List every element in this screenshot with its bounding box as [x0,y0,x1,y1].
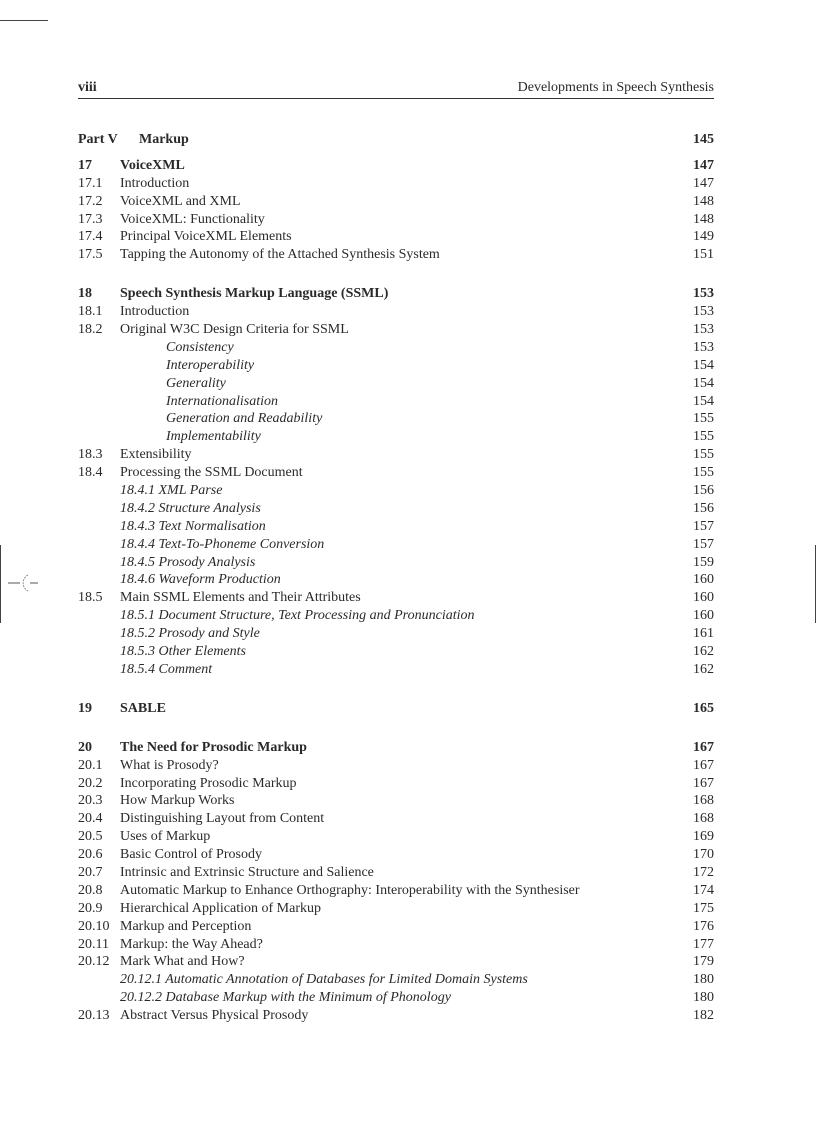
toc-entry-section[interactable] [78,464,714,482]
toc-entry-section[interactable] [78,211,714,229]
toc-entry-title: SABLE [120,700,166,716]
toc-entry-section[interactable] [78,792,714,810]
toc-entry-section[interactable] [78,936,714,954]
toc-entry-page: 156 [693,500,714,516]
toc-entry-item[interactable] [78,357,714,375]
toc-entry-number: 20.10 [78,918,110,934]
toc-entry-number: 18.2 [78,322,103,338]
toc-entry-number: 17.1 [78,175,103,191]
toc-entry-number: 20.12 [78,954,110,970]
toc-entry-page: 145 [693,132,714,147]
toc-entry-page: 167 [693,775,714,791]
toc-entry-page: 182 [693,1008,714,1024]
toc-entry-page: 153 [693,304,714,320]
toc-entry-section[interactable] [78,810,714,828]
toc-entry-item[interactable] [78,428,714,446]
toc-entry-title: 20.12.1 Automatic Annotation of Databases for Limited Domain Systems [120,972,528,988]
toc-entry-title: Markup and Perception [120,918,252,934]
toc-entry-page: 162 [693,661,714,677]
toc-entry-chapter[interactable] [78,739,714,757]
toc-entry-section[interactable] [78,175,714,193]
toc-entry-page: 157 [693,518,714,534]
toc-entry-sub[interactable] [78,661,714,679]
toc-entry-title: VoiceXML: Functionality [120,211,265,227]
toc-entry-page: 165 [693,700,714,716]
toc-entry-title: Generation and Readability [166,411,323,427]
toc-entry-number: 20.11 [78,936,109,952]
toc-entry-section[interactable] [78,882,714,900]
toc-entry-item[interactable] [78,410,714,428]
toc-entry-page: 155 [693,429,714,445]
toc-entry-section[interactable] [78,303,714,321]
toc-entry-title: Intrinsic and Extrinsic Structure and Salience [120,864,374,880]
running-head [78,78,714,99]
toc-entry-page: 156 [693,483,714,499]
toc-entry-sub[interactable] [78,482,714,500]
toc-entry-title: Interoperability [166,357,255,373]
toc-entry-sub[interactable] [78,554,714,572]
toc-entry-page: 157 [693,536,714,552]
toc-entry-section[interactable] [78,228,714,246]
toc-entry-page: 177 [693,936,714,952]
toc-entry-number: 20.13 [78,1008,110,1024]
toc-entry-page: 175 [693,900,714,916]
toc-entry-number: 20.2 [78,775,103,791]
toc-entry-title: Processing the SSML Document [120,465,303,481]
toc-entry-sub[interactable] [78,625,714,643]
toc-entry-title: Implementability [166,429,261,445]
toc-entry-number: Part V [78,132,118,147]
toc-entry-title: Internationalisation [166,393,278,409]
registration-target-icon [8,572,38,594]
toc-entry-title: Speech Synthesis Markup Language (SSML) [120,286,389,302]
toc-entry-title: Tapping the Autonomy of the Attached Synthesis System [120,247,440,263]
toc-entry-page: 148 [693,211,714,227]
toc-entry-title: 18.4.6 Waveform Production [120,572,281,588]
toc-entry-title: Abstract Versus Physical Prosody [120,1008,309,1024]
toc-entry-page: 151 [693,247,714,263]
toc-entry-title: Markup: the Way Ahead? [120,936,263,952]
toc-entry-page: 153 [693,339,714,355]
toc-entry-page: 153 [693,322,714,338]
toc-entry-title: The Need for Prosodic Markup [120,739,307,755]
toc-entry-page: 167 [693,757,714,773]
toc-entry-number: 18 [78,286,92,302]
toc-entry-title: 18.4.5 Prosody Analysis [120,554,256,570]
toc-entry-section[interactable] [78,446,714,464]
toc-entry-title: 18.5.1 Document Structure, Text Processing and Pronunciation [120,608,475,624]
toc-entry-page: 172 [693,864,714,880]
crop-mark-top-left [0,20,48,21]
toc-entry-sub[interactable] [78,643,714,661]
toc-entry-sub[interactable] [78,571,714,589]
toc-entry-title: 20.12.2 Database Markup with the Minimum of Phonology [120,990,451,1006]
toc-entry-number: 20.9 [78,900,103,916]
toc-entry-title: 18.4.4 Text-To-Phoneme Conversion [120,536,325,552]
toc-entry-item[interactable] [78,339,714,357]
toc-entry-chapter[interactable] [78,157,714,175]
toc-spacer [78,718,714,739]
toc-entry-page: 155 [693,465,714,481]
toc-entry-number: 20.3 [78,793,103,809]
toc-entry-page: 155 [693,411,714,427]
toc-entry-number: 17 [78,157,92,173]
toc-entry-page: 149 [693,229,714,245]
toc-entry-title: Mark What and How? [120,954,245,970]
toc-entry-title: 18.4.1 XML Parse [120,483,223,499]
toc-entry-title: 18.5.2 Prosody and Style [120,626,260,642]
toc-entry-page: 154 [693,393,714,409]
toc-entry-page: 160 [693,572,714,588]
toc-entry-section[interactable] [78,900,714,918]
toc-entry-number: 20 [78,739,92,755]
toc-entry-title: Distinguishing Layout from Content [120,811,325,827]
toc-entry-number: 20.5 [78,829,103,845]
toc-entry-section[interactable] [78,775,714,793]
toc-entry-page: 180 [693,972,714,988]
toc-entry-title: What is Prosody? [120,757,219,773]
toc-entry-sub[interactable] [78,518,714,536]
toc-entry-part[interactable] [78,131,714,149]
toc-entry-title: Incorporating Prosodic Markup [120,775,297,791]
toc-entry-number: 18.5 [78,590,103,606]
toc-entry-sub[interactable] [78,971,714,989]
toc-entry-number: 18.4 [78,465,103,481]
toc-entry-page: 161 [693,626,714,642]
toc-entry-chapter[interactable] [78,700,714,718]
toc-entry-page: 180 [693,990,714,1006]
toc-entry-page: 148 [693,193,714,209]
toc-spacer [78,149,714,157]
book-title: Developments in Speech Synthesis [517,80,714,95]
toc-entry-title: Introduction [120,175,190,191]
toc-entry-title: 18.5.3 Other Elements [120,644,246,660]
toc-entry-section[interactable] [78,1007,714,1025]
toc-entry-title: Introduction [120,304,190,320]
page-folio: viii [78,80,97,95]
toc-entry-number: 17.3 [78,211,103,227]
toc-entry-section[interactable] [78,953,714,971]
toc-entry-section[interactable] [78,846,714,864]
table-of-contents [78,131,714,1025]
toc-spacer [78,264,714,285]
toc-entry-title: 18.5.4 Comment [120,661,213,677]
toc-entry-page: 179 [693,954,714,970]
toc-entry-number: 20.4 [78,811,103,827]
toc-entry-section[interactable] [78,864,714,882]
toc-entry-page: 160 [693,608,714,624]
toc-entry-number: 17.2 [78,193,103,209]
toc-entry-number: 20.1 [78,757,103,773]
toc-entry-page: 154 [693,357,714,373]
toc-entry-title: Basic Control of Prosody [120,847,262,863]
toc-entry-page: 168 [693,811,714,827]
toc-entry-section[interactable] [78,757,714,775]
toc-entry-number: 20.6 [78,847,103,863]
toc-entry-title: Hierarchical Application of Markup [120,900,321,916]
toc-entry-title: VoiceXML and XML [120,193,241,209]
toc-entry-title: Uses of Markup [120,829,211,845]
toc-entry-title: Generality [166,375,226,391]
toc-entry-sub[interactable] [78,536,714,554]
toc-entry-page: 167 [693,739,714,755]
toc-entry-page: 169 [693,829,714,845]
toc-entry-title: 18.4.3 Text Normalisation [120,518,266,534]
toc-entry-number: 17.5 [78,247,103,263]
toc-entry-sub[interactable] [78,989,714,1007]
toc-entry-title: Consistency [166,339,234,355]
toc-spacer [78,679,714,700]
toc-entry-title: Main SSML Elements and Their Attributes [120,590,361,606]
toc-entry-page: 153 [693,286,714,302]
toc-entry-sub[interactable] [78,500,714,518]
toc-entry-page: 168 [693,793,714,809]
toc-entry-section[interactable] [78,589,714,607]
toc-entry-title: How Markup Works [120,793,235,809]
toc-entry-title: Markup [139,132,189,147]
toc-entry-title: Automatic Markup to Enhance Orthography: Interoperability with the Synthesiser [120,882,580,898]
toc-entry-chapter[interactable] [78,285,714,303]
toc-entry-page: 160 [693,590,714,606]
toc-entry-section[interactable] [78,193,714,211]
toc-entry-title: Principal VoiceXML Elements [120,229,292,245]
toc-entry-title: Original W3C Design Criteria for SSML [120,322,349,338]
toc-entry-number: 18.1 [78,304,103,320]
toc-entry-page: 176 [693,918,714,934]
toc-entry-sub[interactable] [78,607,714,625]
toc-entry-title: VoiceXML [120,157,185,173]
toc-entry-page: 147 [693,157,714,173]
toc-entry-number: 20.7 [78,864,103,880]
toc-entry-section[interactable] [78,321,714,339]
toc-entry-section[interactable] [78,246,714,264]
toc-entry-title: Extensibility [120,447,192,463]
toc-entry-page: 154 [693,375,714,391]
toc-entry-number: 18.3 [78,447,103,463]
toc-entry-page: 155 [693,447,714,463]
toc-entry-page: 170 [693,847,714,863]
crop-mark-left-vertical [0,545,1,623]
toc-entry-section[interactable] [78,918,714,936]
toc-entry-page: 174 [693,882,714,898]
toc-entry-title: 18.4.2 Structure Analysis [120,500,261,516]
toc-entry-section[interactable] [78,828,714,846]
toc-entry-number: 17.4 [78,229,103,245]
toc-entry-number: 20.8 [78,882,103,898]
toc-entry-item[interactable] [78,375,714,393]
toc-entry-page: 162 [693,644,714,660]
toc-entry-number: 19 [78,700,92,716]
toc-entry-page: 159 [693,554,714,570]
toc-entry-page: 147 [693,175,714,191]
toc-entry-item[interactable] [78,393,714,411]
